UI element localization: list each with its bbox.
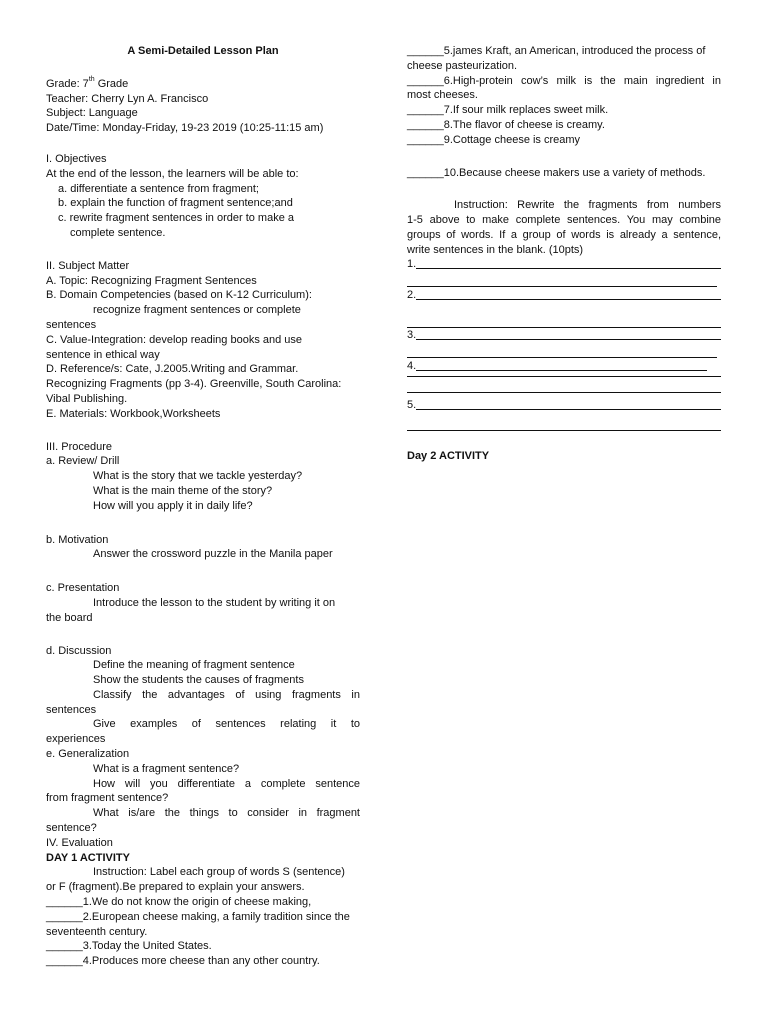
evaluation-item: ______8.The flavor of cheese is creamy. (407, 118, 605, 131)
discussion-line: experiences (46, 733, 106, 746)
topic-line: A. Topic: Recognizing Fragment Sentences (46, 274, 257, 287)
answer-line[interactable] (407, 399, 721, 413)
evaluation-item: cheese pasteurization. (407, 59, 518, 72)
subject-matter-heading: II. Subject Matter (46, 259, 130, 272)
grade-prefix: Grade: 7 (46, 77, 89, 90)
evaluation-heading: IV. Evaluation (46, 836, 113, 849)
objective-item-cont: complete sentence. (70, 226, 166, 239)
review-heading: a. Review/ Drill (46, 455, 120, 468)
discussion-heading: d. Discussion (46, 644, 112, 657)
reference-line: Recognizing Fragments (pp 3-4). Greenville, South Carolina: (46, 378, 342, 391)
answer-blank-line[interactable] (407, 286, 717, 287)
evaluation-instruction: or F (fragment).Be prepared to explain your answers. (46, 881, 305, 894)
grade-line (46, 77, 360, 92)
right-column (407, 0, 721, 463)
domain-line: B. Domain Competencies (based on K-12 Curriculum): (46, 289, 312, 302)
answer-number: 3. (407, 328, 417, 341)
discussion-line: Define the meaning of fragment sentence (93, 659, 295, 672)
presentation-heading: c. Presentation (46, 582, 120, 595)
reference-line: D. Reference/s: Cate, J.2005.Writing and Grammar. (46, 363, 299, 376)
generalization-heading: e. Generalization (46, 748, 130, 761)
evaluation-item: ______1.We do not know the origin of cheese making, (46, 896, 312, 909)
domain-cont: sentences (46, 318, 97, 331)
objective-item: c. rewrite fragment sentences in order to make a (58, 212, 294, 225)
discussion-line: Classify the advantages of using fragments in (93, 688, 360, 701)
rewrite-instruction-line: write sentences in the blank. (10pts) (407, 243, 584, 256)
objectives-intro: At the end of the lesson, the learners will be able to: (46, 167, 299, 180)
generalization-question: What is a fragment sentence? (93, 762, 240, 775)
evaluation-item: ______4.Produces more cheese than any other country. (46, 955, 320, 968)
domain-cont: recognize fragment sentences or complete (93, 304, 301, 317)
review-question: What is the story that we tackle yesterday? (93, 470, 303, 483)
reference-line: Vibal Publishing. (46, 392, 128, 405)
grade-suffix: Grade (94, 77, 129, 90)
procedure-heading: III. Procedure (46, 440, 113, 453)
answer-number: 2. (407, 288, 417, 301)
answer-blank[interactable] (416, 370, 707, 371)
day2-activity-heading: Day 2 ACTIVITY (407, 449, 490, 462)
answer-blank[interactable] (416, 339, 721, 340)
evaluation-instruction: Instruction: Label each group of words S (sentence) (93, 866, 345, 879)
motivation-text: Answer the crossword puzzle in the Manila paper (93, 548, 333, 561)
answer-blank[interactable] (416, 409, 721, 410)
answer-line[interactable] (407, 289, 721, 303)
objective-item: a. differentiate a sentence from fragment; (58, 182, 259, 195)
answer-rule (407, 430, 721, 431)
evaluation-item: ______7.If sour milk replaces sweet milk. (407, 104, 609, 117)
grade-sup: th (88, 76, 95, 84)
teacher-line: Teacher: Cherry Lyn A. Francisco (46, 92, 209, 105)
answer-rule (407, 392, 721, 393)
discussion-line: Show the students the causes of fragments (93, 674, 304, 687)
evaluation-item: ______3.Today the United States. (46, 940, 212, 953)
generalization-question: from fragment sentence? (46, 792, 169, 805)
answer-rule (407, 376, 721, 377)
evaluation-item: seventeenth century. (46, 925, 148, 938)
answer-line[interactable] (407, 360, 707, 374)
objectives-heading: I. Objectives (46, 152, 107, 165)
answer-number: 5. (407, 398, 417, 411)
value-line: C. Value-Integration: develop reading books and use (46, 333, 303, 346)
review-question: How will you apply it in daily life? (93, 499, 253, 512)
review-question: What is the main theme of the story? (93, 484, 273, 497)
answer-line[interactable] (407, 258, 721, 272)
evaluation-item: ______2.European cheese making, a family tradition since the (46, 910, 350, 923)
left-column (46, 0, 360, 969)
presentation-text: the board (46, 611, 93, 624)
materials-line: E. Materials: Workbook,Worksheets (46, 407, 221, 420)
evaluation-item: ______6.High-protein cow’s milk is the main ingredient in (407, 74, 721, 87)
subject-line: Subject: Language (46, 107, 138, 120)
presentation-text: Introduce the lesson to the student by writing it on (93, 596, 336, 609)
datetime-line: Date/Time: Monday-Friday, 19-23 2019 (10:25-11:15 am) (46, 122, 324, 135)
generalization-question: sentence? (46, 822, 97, 835)
rewrite-instruction-line: 1-5 above to make complete sentences. You may combine (407, 214, 721, 227)
generalization-question: What is/are the things to consider in fragment (93, 807, 360, 820)
answer-blank[interactable] (416, 268, 721, 269)
generalization-question: How will you differentiate a complete sentence (93, 777, 360, 790)
evaluation-item: ______5.james Kraft, an American, introduced the process of (407, 45, 706, 57)
evaluation-item: most cheeses. (407, 89, 478, 102)
answer-rule (407, 327, 721, 328)
evaluation-item: ______9.Cottage cheese is creamy (407, 133, 581, 146)
answer-blank-line[interactable] (407, 357, 717, 358)
document-title: A Semi-Detailed Lesson Plan (127, 45, 279, 57)
rewrite-instruction-line: Instruction: Rewrite the fragments from numbers (454, 199, 721, 212)
day1-activity-heading: DAY 1 ACTIVITY (46, 851, 130, 864)
rewrite-instruction (407, 198, 721, 257)
answer-blank[interactable] (416, 299, 721, 300)
answer-line[interactable] (407, 329, 721, 343)
motivation-heading: b. Motivation (46, 533, 109, 546)
value-line: sentence in ethical way (46, 348, 160, 361)
answer-number: 4. (407, 359, 417, 372)
discussion-line: Give examples of sentences relating it to (93, 718, 360, 731)
rewrite-instruction-line: groups of words. If a group of words is already a sentence, (407, 228, 721, 241)
evaluation-item: ______10.Because cheese makers use a variety of methods. (407, 166, 706, 179)
discussion-line: sentences (46, 703, 97, 716)
answer-number: 1. (407, 257, 417, 270)
objective-item: b. explain the function of fragment sentence;and (58, 197, 293, 210)
